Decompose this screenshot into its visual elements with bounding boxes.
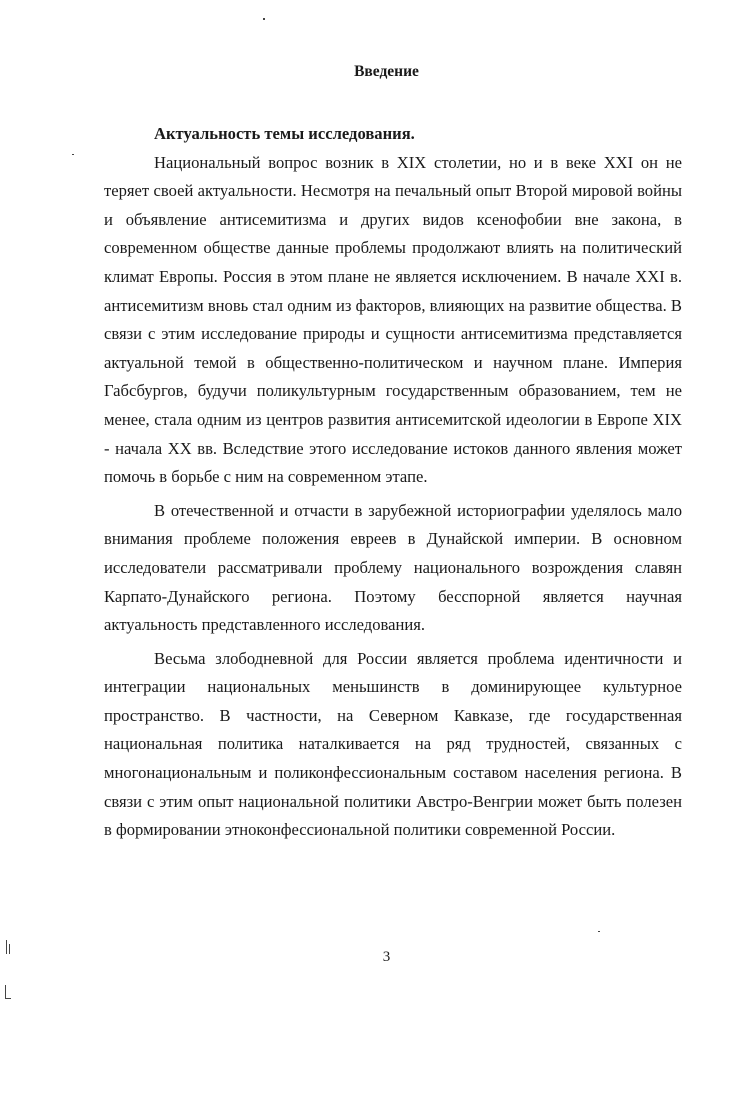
paragraph-2: В отечественной и отчасти в зарубежной историографии уделялось мало внимания проблеме положения евреев в Дунайской империи. В основном исследователи рассматривали проблему национального возрождения славян Карпато-Дунайского региона. Поэтому бесспорной является научная актуальность представленного исследования.	[104, 500, 682, 635]
body-text	[104, 120, 682, 845]
section-heading: Введение	[354, 63, 419, 80]
paragraph-3: Весьма злободневной для России является проблема идентичности и интеграции национальных меньшинств в доминирующее культурное пространство. В частности, на Северном Кавказе, где государственная национальная политика наталкивается на ряд трудностей, связанных с многонациональным и поликонфессиональным составом населения региона. В связи с этим опыт национальной политики Австро-Венгрии может быть полезен в формировании этноконфессиональной политики современной России.	[104, 648, 682, 840]
scan-speck	[72, 154, 74, 155]
page-number: 3	[382, 949, 391, 965]
scan-speck	[6, 940, 7, 954]
paragraph-1: Национальный вопрос возник в XIX столетии, но и в веке XXI он не теряет своей актуальности. Несмотря на печальный опыт Второй мировой войны и объявление антисемитизма и других видов ксенофобии вне закона, в современном обществе данные проблемы продолжают влиять на политический климат Европы. Россия в этом плане не является исключением. В начале XXI в. антисемитизм вновь стал одним из факторов, влияющих на развитие общества. В связи с этим исследование природы и сущности антисемитизма представляется актуальной темой в общественно-политическом и научном плане. Империя Габсбургов, будучи поликультурным государственным образованием, тем не менее, стала одним из центров развития антисемитской идеологии в Европе XIX - начала XX вв. Вследствие этого исследование истоков данного явления может помочь в борьбе с ним на современном этапе.	[104, 152, 682, 487]
scan-speck	[5, 998, 11, 999]
scan-speck	[9, 944, 10, 954]
subheading: Актуальность темы исследования.	[154, 124, 415, 143]
scan-speck	[598, 931, 600, 932]
scan-speck	[263, 18, 265, 20]
scan-speck	[5, 985, 6, 999]
